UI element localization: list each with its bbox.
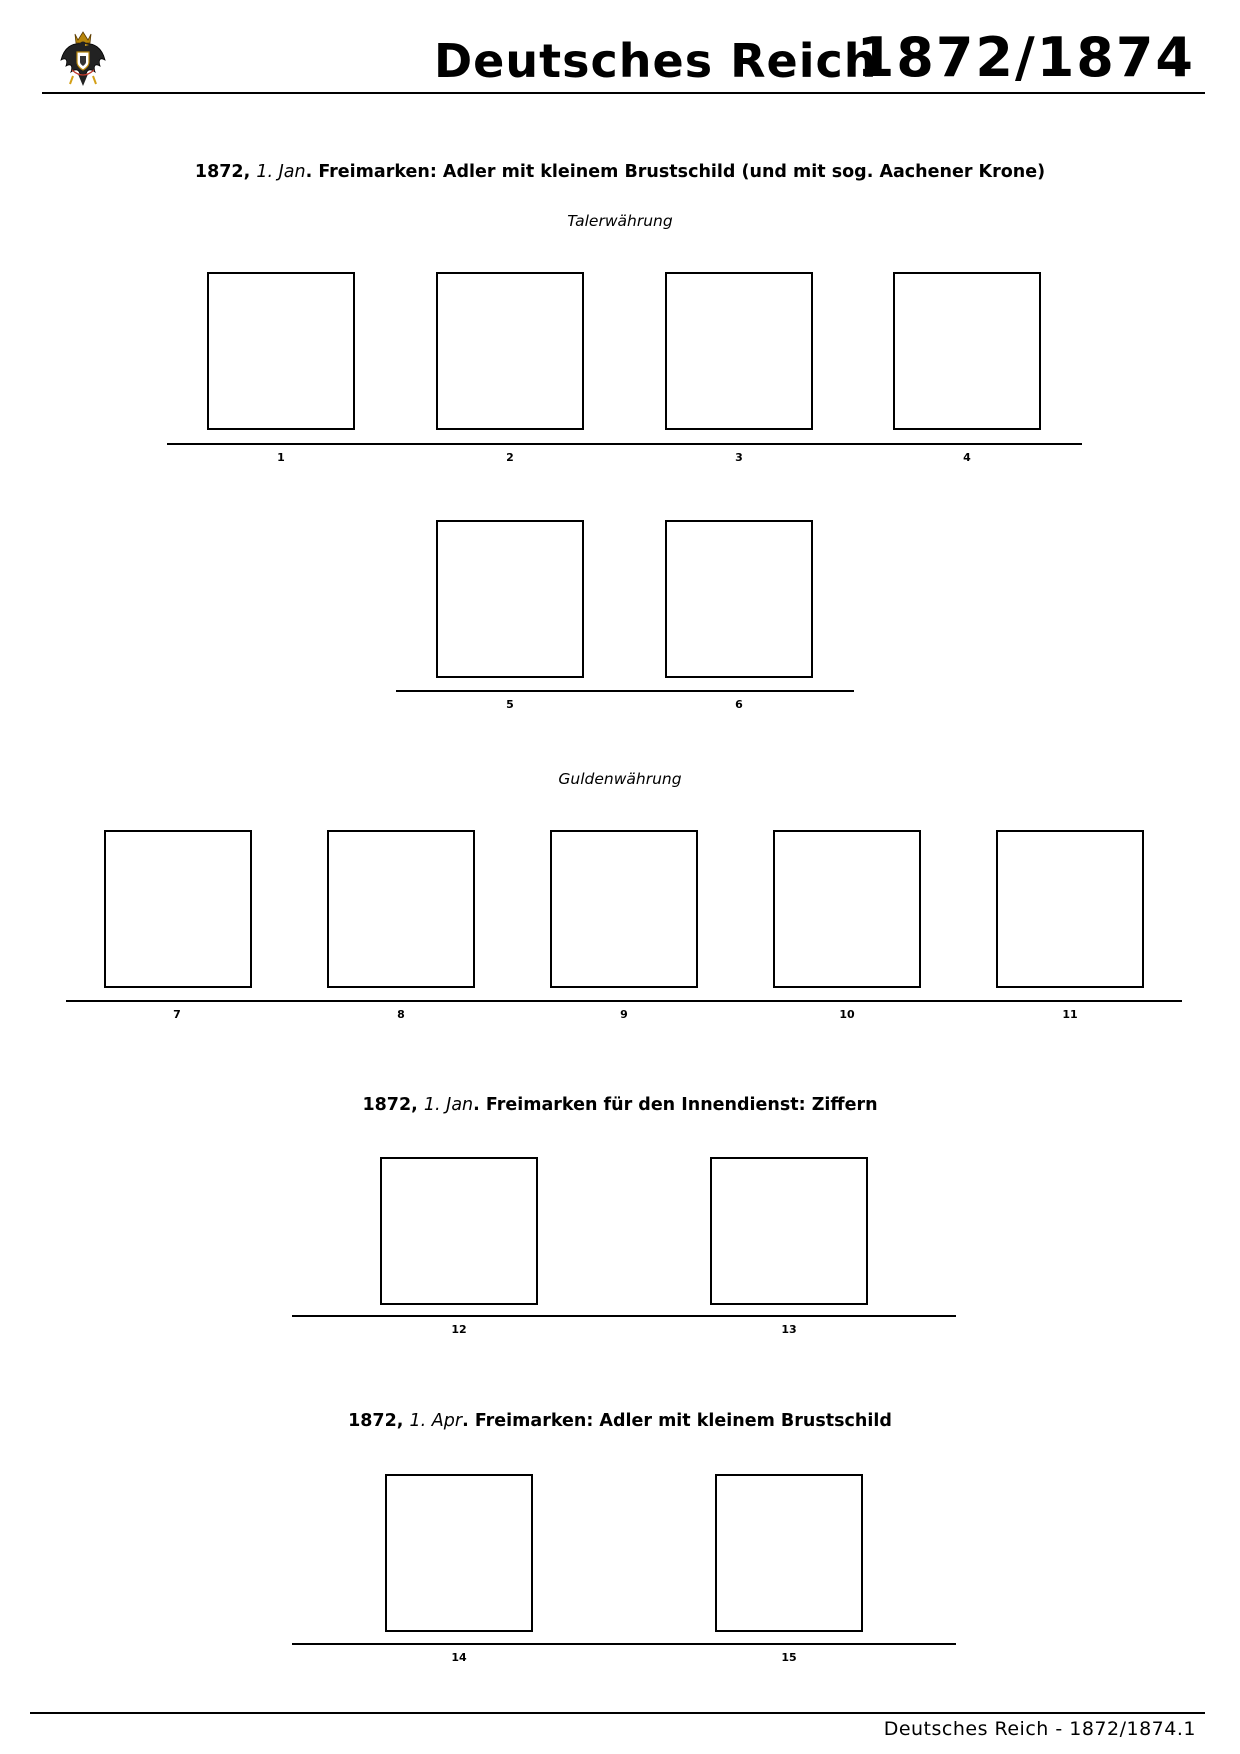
stamp-slot-14[interactable] (385, 1474, 533, 1632)
stamp-slot-5[interactable] (436, 520, 584, 678)
section-1-text: . Freimarken: Adler mit kleinem Brustschild (und mit sog. Aachener Krone) (305, 162, 1046, 182)
section-1-year: 1872, (194, 162, 251, 182)
stamp-number-4: 4 (963, 451, 971, 464)
stamp-slot-10[interactable] (773, 830, 921, 988)
row-baseline-5 (292, 1643, 956, 1645)
footer-page-label: Deutsches Reich - 1872/1874.1 (883, 1718, 1196, 1740)
row-baseline-4 (292, 1315, 956, 1317)
stamp-slot-6[interactable] (665, 520, 813, 678)
stamp-slot-12[interactable] (380, 1157, 538, 1305)
subtitle-guldenwaehrung: Guldenwährung (558, 770, 682, 788)
row-baseline-3 (66, 1000, 1182, 1002)
stamp-number-9: 9 (620, 1008, 628, 1021)
stamp-slot-3[interactable] (665, 272, 813, 430)
section-2-year: 1872, (362, 1095, 418, 1115)
section-title-1 (0, 162, 1240, 182)
row-baseline-1 (167, 443, 1082, 445)
page-years: 1872/1874 (856, 26, 1195, 89)
section-3-date: 1. Apr (409, 1411, 463, 1431)
footer-divider (30, 1712, 1205, 1714)
stamp-number-8: 8 (397, 1008, 405, 1021)
stamp-slot-15[interactable] (715, 1474, 863, 1632)
stamp-slot-8[interactable] (327, 830, 475, 988)
stamp-number-7: 7 (173, 1008, 181, 1021)
stamp-number-15: 15 (781, 1651, 797, 1664)
stamp-number-6: 6 (735, 698, 743, 711)
stamp-slot-1[interactable] (207, 272, 355, 430)
subtitle-talerwaehrung: Talerwährung (567, 212, 673, 230)
section-2-date: 1. Jan (423, 1095, 474, 1115)
stamp-number-14: 14 (451, 1651, 467, 1664)
section-title-3 (0, 1411, 1240, 1431)
row-baseline-2 (396, 690, 854, 692)
stamp-number-1: 1 (277, 451, 285, 464)
stamp-number-13: 13 (781, 1323, 797, 1336)
stamp-number-10: 10 (839, 1008, 855, 1021)
stamp-slot-2[interactable] (436, 272, 584, 430)
section-3-year: 1872, (348, 1411, 404, 1431)
stamp-slot-7[interactable] (104, 830, 252, 988)
stamp-slot-4[interactable] (893, 272, 1041, 430)
stamp-number-3: 3 (735, 451, 743, 464)
header-divider (42, 92, 1205, 94)
stamp-number-11: 11 (1062, 1008, 1078, 1021)
stamp-number-2: 2 (506, 451, 514, 464)
stamp-slot-11[interactable] (996, 830, 1144, 988)
page-title: Deutsches Reich (434, 34, 878, 88)
stamp-slot-13[interactable] (710, 1157, 868, 1305)
stamp-slot-9[interactable] (550, 830, 698, 988)
imperial-eagle-icon (58, 30, 108, 90)
section-1-date: 1. Jan (256, 162, 306, 182)
section-2-text: . Freimarken für den Innendienst: Ziffern (473, 1095, 878, 1115)
stamp-number-12: 12 (451, 1323, 467, 1336)
section-title-2 (0, 1095, 1240, 1115)
stamp-number-5: 5 (506, 698, 514, 711)
section-3-text: . Freimarken: Adler mit kleinem Brustschild (462, 1411, 892, 1431)
